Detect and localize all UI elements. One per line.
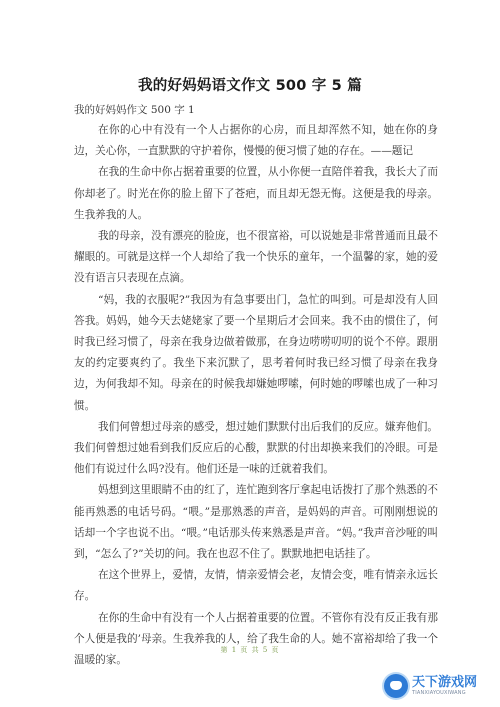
paragraph-2: 在我的生命中你占据着重要的位置，从小你便一直陪伴着我，我长大了而你却老了。时光在你的脸上留下了苍疤，而且却无怨无悔。这便是我的母亲。生我养我的人。 xyxy=(74,166,438,221)
document-body xyxy=(74,120,438,671)
watermark-text xyxy=(412,676,477,696)
watermark-sub: TIANXIAYOUXIWANG xyxy=(412,690,466,696)
document-title: 我的好妈妈语文作文 500 字 5 篇 xyxy=(138,78,362,94)
paragraph-3: 我的母亲，没有漂亮的脸庞，也不很富裕，可以说她是非常普通而且最不耀眼的。可就是这样一个人却给了我一个快乐的童年，一个温馨的家，她的爱没有语言只表现在点滴。 xyxy=(74,230,438,285)
paragraph-8: 在你的生命中有没有一个人占据着重要的位置。不管你有没有反正我有那个人便是我的’母亲。生我养我的人，给了我生命的人。她不富裕却给了我一个温暖的家。 xyxy=(74,611,438,667)
page-number-footer: 第 1 页 共 5 页 xyxy=(220,646,280,654)
paragraph-5: 我们何曾想过母亲的感受，想过她们默默付出后我们的反应。嫌弃他们。我们何曾想过她看到我们反应后的心酸，默默的付出却换来我们的冷眼。可是他们有说过什么吗?没有。他们还是一味的迁就着我们。 xyxy=(74,420,438,476)
paragraph-1: 在你的心中有没有一个人占据你的心房，而且却浑然不知，她在你的身边，关心你，一直默默的守护着你，慢慢的便习惯了她的存在。——题记 xyxy=(74,124,438,158)
paragraph-7: 在这个世界上，爱情，友情，情亲爱情会老，友情会变，唯有情亲永远长存。 xyxy=(74,569,438,603)
watermark-name: 天下游戏网 xyxy=(412,675,478,690)
site-watermark xyxy=(384,671,492,701)
paragraph-6: 妈想到这里眼睛不由的红了，连忙跑到客厅拿起电话拨打了那个熟悉的不能再熟悉的电话号码。“喂。”是那熟悉的声音，是妈妈的声音。可刚刚想说的话却一个字也说不出。“喂。”电话那头传来熟悉是声音。“妈。”我声音沙哑的叫到，“怎么了?”关切的问。我在也忍不住了。默默地把电话挂了。 xyxy=(74,484,438,561)
document-subtitle: 我的好妈妈作文 500 字 1 xyxy=(74,104,195,116)
paragraph-4: “妈，我的衣服呢?”我因为有急事要出门，急忙的叫到。可是却没有人回答我。妈妈，她今天去姥姥家了要一个星期后才会回来。我不由的惯住了，何时我已经习惯了，母亲在我身边做着做那，在身边唠唠叨叨的说个不停。跟朋友的约定要爽约了。我坐下来沉默了，思考着何时我已经习惯了母亲在我身边，为何我却不知。母亲在的时候我却嫌她啰嗦，何时她的啰嗦也成了一种习惯。 xyxy=(74,293,438,412)
gamepad-logo-icon xyxy=(384,674,408,698)
